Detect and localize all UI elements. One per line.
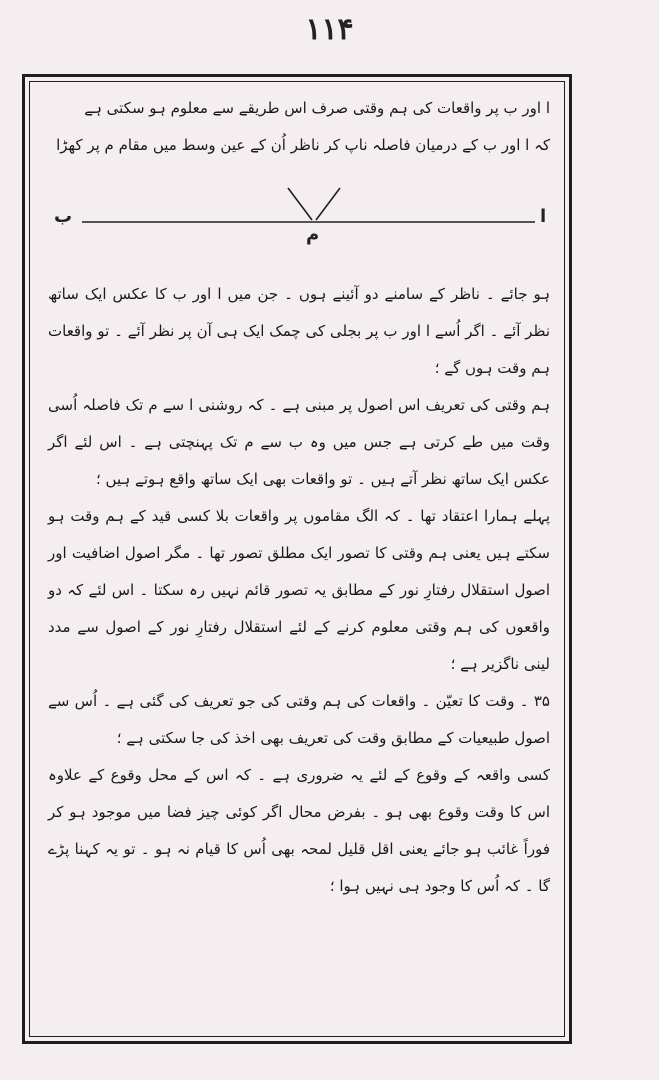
intro-block bbox=[48, 90, 550, 164]
paragraph: ہم وقتی کی تعریف اس اصول پر مبنی ہے ۔ کہ روشنی ا سے م تک فاصلہ اُسی وقت میں طے کرتی ہے جس میں وہ ب سے م تک پہنچتی ہے ۔ اس لئے اگر عکس ایک ساتھ نظر آتے ہیں ۔ تو واقعات بھی ایک ساتھ واقع ہوتے ہیں ؛ bbox=[48, 396, 550, 488]
point-a-label: ا bbox=[540, 206, 547, 227]
mirror-right-line bbox=[316, 188, 340, 220]
body-block bbox=[48, 276, 550, 905]
intro-line: ا اور ب پر واقعات کی ہم وقتی صرف اس طریقے سے معلوم ہو سکتی ہے bbox=[84, 99, 550, 117]
diagram-drawing bbox=[40, 186, 560, 256]
mirror-left-line bbox=[288, 188, 312, 220]
section-text: ۔ واقعات کی ہم وقتی کی جو تعریف کی گئی ہے ۔ اُس سے اصول طبیعیات کے مطابق وقت کی تعریف بھی اخذ کی جا سکتی ہے ؛ bbox=[48, 692, 550, 747]
page-frame-inner bbox=[29, 81, 565, 1037]
section-heading: ۳۵ ۔ وقت کا تعیّن bbox=[435, 692, 550, 710]
paragraph: ہو جائے ۔ ناظر کے سامنے دو آئینے ہوں ۔ جن میں ا اور ب کا عکس ایک ساتھ نظر آئے ۔ اگر اُسے ا اور ب پر بجلی کی چمک ایک ہی آن پر نظر آئے ۔ تو واقعات ہم وقت ہوں گے ؛ bbox=[48, 285, 550, 377]
page-frame bbox=[22, 74, 572, 1044]
page-number: ۱۱۴ bbox=[305, 12, 354, 47]
closing-paragraph: کسی واقعہ کے وقوع کے لئے یہ ضروری ہے ۔ کہ اس کے محل وقوع کے علاوہ اس کا وقت وقوع بھی ہو ۔ بفرض محال اگر کوئی چیز فضا میں موجود ہو کر فوراً غائب ہو جائے یعنی اقل قلیل لمحہ بھی اُس کا قیام نہ ہو ۔ تو یہ کہنا پڑے گا ۔ کہ اُس کا وجود ہی نہیں ہوا ؛ bbox=[48, 766, 550, 895]
point-b-label: ب bbox=[54, 206, 73, 227]
section-paragraph bbox=[48, 683, 550, 757]
paragraph: پہلے ہمارا اعتقاد تھا ۔ کہ الگ مقاموں پر واقعات بلا کسی قید کے ہم وقت ہو سکتے ہیں یعنی ہم وقتی کا تصور ایک مطلق تصور تھا ۔ مگر اصول اضافیت اور اصول استقلال رفتارِ نور کے مطابق یہ تصور قائم نہیں رہ سکتا ۔ اس لئے کہ دو واقعوں کی ہم وقتی معلوم کرنے کے لئے استقلال رفتارِ نور کے اصول سے مدد لینی ناگزیر ہے ؛ bbox=[48, 507, 550, 673]
mirror-diagram bbox=[40, 186, 560, 256]
point-m-label: م bbox=[306, 224, 320, 245]
intro-line: کہ ا اور ب کے درمیان فاصلہ ناپ کر ناظر اُن کے عین وسط میں مقام م پر کھڑا bbox=[56, 136, 550, 154]
